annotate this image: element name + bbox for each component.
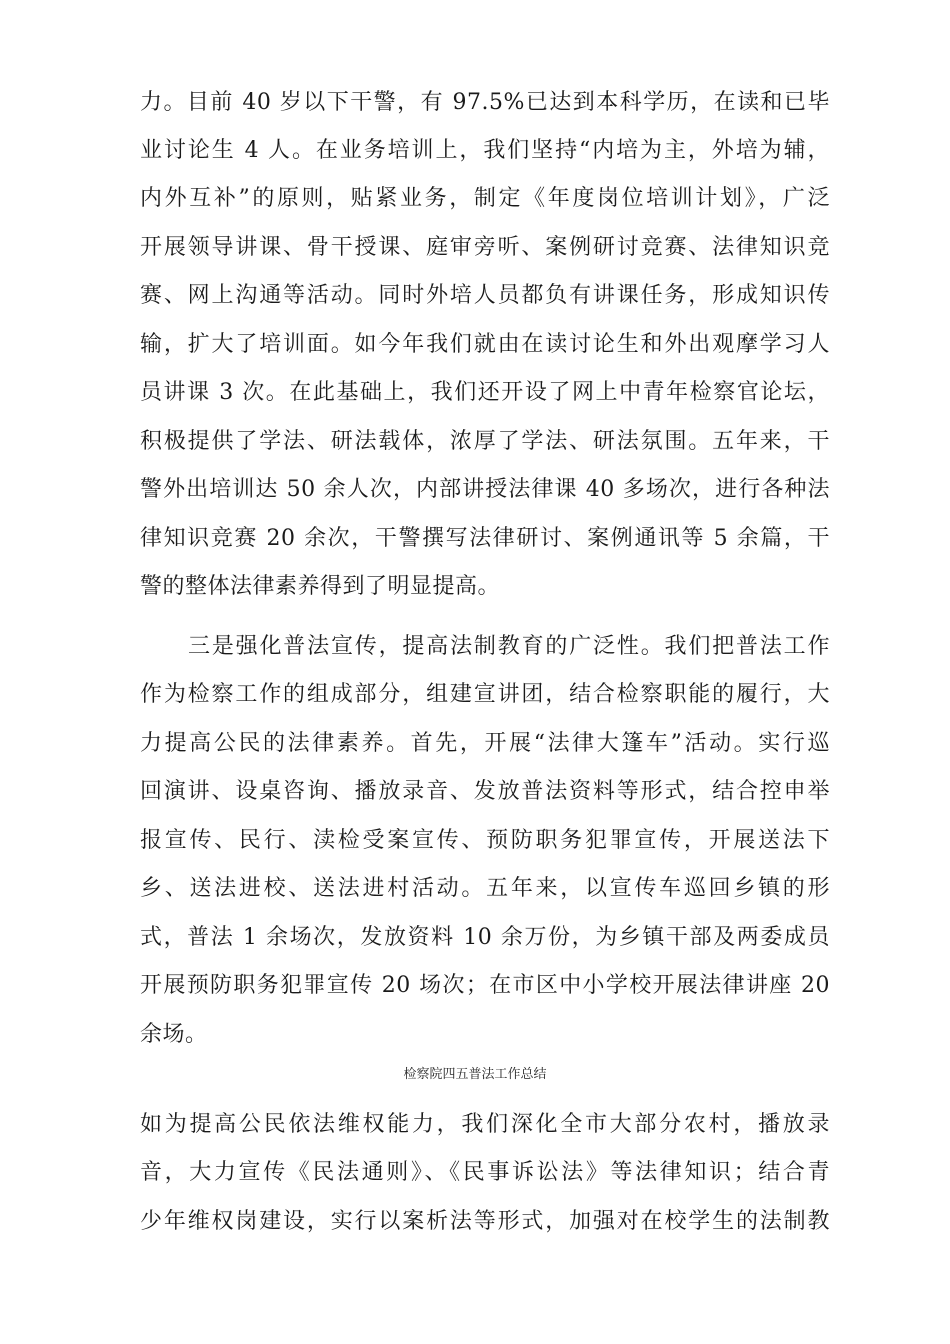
paragraph-1-line-10: 律知识竞赛 20 余次，干警撰写法律研讨、案例通讯等 5 余篇，干 [140,526,830,551]
paragraph-1-line-11: 警的整体法律素养得到了明显提高。 [140,574,501,599]
paragraph-2-line-1: 三是强化普法宣传，提高法制教育的广泛性。我们把普法工作 [188,634,830,659]
paragraph-1-line-6: 输，扩大了培训面。如今年我们就由在读讨论生和外出观摩学习人 [140,332,830,357]
paragraph-2-line-3: 力提高公民的法律素养。首先，开展“法律大篷车”活动。实行巡 [140,731,830,756]
paragraph-2-line-2: 作为检察工作的组成部分，组建宣讲团，结合检察职能的履行，大 [140,682,830,707]
paragraph-1-line-2: 业讨论生 4 人。在业务培训上，我们坚持“内培为主，外培为辅， [140,138,830,163]
paragraph-1-line-9: 警外出培训达 50 余人次，内部讲授法律课 40 多场次，进行各种法 [140,477,830,502]
paragraph-3-line-3: 少年维权岗建设，实行以案析法等形式，加强对在校学生的法制教 [140,1209,830,1234]
paragraph-3-line-2: 音，大力宣传《民法通则》、《民事诉讼法》等法律知识；结合青 [140,1160,830,1185]
paragraph-1-line-5: 赛、网上沟通等活动。同时外培人员都负有讲课任务，形成知识传 [140,283,830,308]
paragraph-1-line-7: 员讲课 3 次。在此基础上，我们还开设了网上中青年检察官论坛， [140,380,830,405]
paragraph-2-line-8: 开展预防职务犯罪宣传 20 场次；在市区中小学校开展法律讲座 20 [140,973,830,998]
section-title: 检察院四五普法工作总结 [403,1067,547,1082]
paragraph-1-line-3: 内外互补”的原则，贴紧业务，制定《年度岗位培训计划》，广泛 [140,186,830,211]
paragraph-2-line-6: 乡、送法进校、送法进村活动。五年来，以宣传车巡回乡镇的形 [140,876,830,901]
paragraph-2-line-9: 余场。 [140,1022,208,1047]
paragraph-3-line-1: 如为提高公民依法维权能力，我们深化全市大部分农村，播放录 [140,1112,830,1137]
paragraph-2-line-7: 式，普法 1 余场次，发放资料 10 余万份，为乡镇干部及两委成员 [140,925,830,950]
paragraph-1-line-8: 积极提供了学法、研法载体，浓厚了学法、研法氛围。五年来，干 [140,429,830,454]
paragraph-2-line-4: 回演讲、设桌咨询、播放录音、发放普法资料等形式，结合控申举 [140,779,830,804]
paragraph-1-line-1: 力。目前 40 岁以下干警，有 97.5%已达到本科学历，在读和已毕 [140,90,830,115]
paragraph-1-line-4: 开展领导讲课、骨干授课、庭审旁听、案例研讨竞赛、法律知识竞 [140,235,830,260]
paragraph-2-line-5: 报宣传、民行、渎检受案宣传、预防职务犯罪宣传，开展送法下 [140,828,830,853]
